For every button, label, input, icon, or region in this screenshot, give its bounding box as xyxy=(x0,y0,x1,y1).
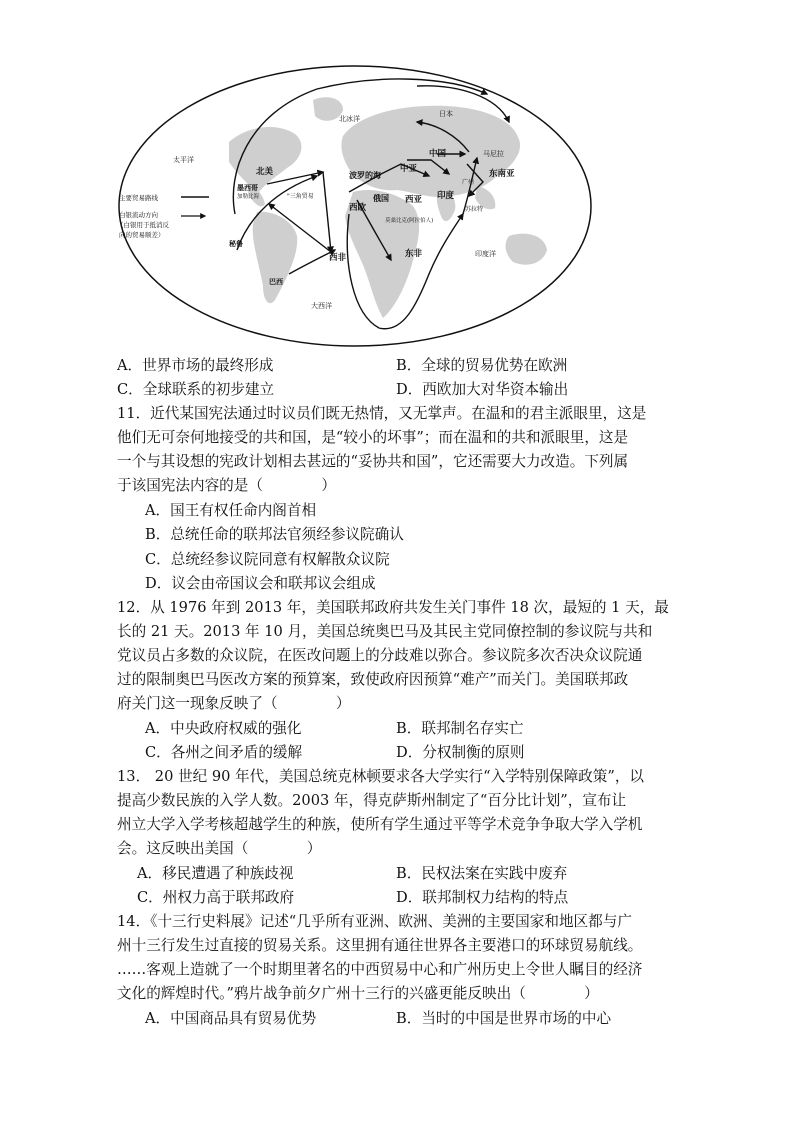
label-west-asia: 西亚 xyxy=(405,195,423,205)
label-atlantic: 大西洋 xyxy=(311,302,332,310)
label-manila: 马尼拉 xyxy=(483,150,504,158)
q12-stem-line-3: 党议员占多数的众议院，在医改问题上的分歧难以弥合。参议院多次否决众议院通 xyxy=(117,647,643,664)
q10-option-d[interactable]: D．西欧加大对华资本输出 xyxy=(396,381,569,398)
label-pacific-left: 太平洋 xyxy=(173,156,194,164)
q13-stem-line-2: 提高少数民族的入学人数。2003 年，得克萨斯州制定了“百分比计划”，宣布让 xyxy=(117,792,627,809)
q11-option-d[interactable]: D．议会由帝国议会和联邦议会组成 xyxy=(145,575,376,592)
label-arctic: 北冰洋 xyxy=(339,115,360,123)
q13-option-d[interactable]: D．联邦制权力结构的特点 xyxy=(396,889,569,906)
q12-stem-line-1: 12．从 1976 年到 2013 年，美国联邦政府共发生关门事件 18 次，最短的 1 天，最 xyxy=(117,599,669,616)
q11-option-b[interactable]: B．总统任命的联邦法官须经参议院确认 xyxy=(145,526,404,543)
q11-stem-line-3: 一个与其设想的宪政计划相去甚远的“妥协共和国”，它还需要大力改造。下列属 xyxy=(117,453,629,470)
label-surat: 苏拉特 xyxy=(465,206,484,213)
label-southeast-asia: 东南亚 xyxy=(489,169,515,179)
label-guangzhou: 广州 xyxy=(462,179,475,186)
q14-stem-line-2: 州十三行发生过直接的贸易关系。这里拥有通往世界各主要港口的环球贸易航线。 xyxy=(117,937,643,954)
legend-route-label: 主要贸易路线 xyxy=(119,194,158,202)
q10-option-a[interactable]: A．世界市场的最终形成 xyxy=(117,357,274,374)
q13-stem-line-3: 州立大学入学考核超越学生的种族，使所有学生通过平等学术竞争争取大学入学机 xyxy=(117,816,643,833)
label-baltic: 波罗的海 xyxy=(349,171,381,180)
label-japan: 日本 xyxy=(439,110,453,118)
q13-option-a[interactable]: A．移民遭遇了种族歧视 xyxy=(137,865,294,882)
q13-option-b[interactable]: B．民权法案在实践中废弃 xyxy=(396,865,568,882)
label-western-europe: 西欧 xyxy=(349,203,367,213)
label-china: 中国 xyxy=(429,149,447,159)
label-western-africa: 西非 xyxy=(329,253,347,263)
label-triangle-trade: "三角贸易 xyxy=(287,193,314,200)
label-central-asia: 中亚 xyxy=(400,164,418,174)
label-india: 印度 xyxy=(437,191,455,201)
q11-stem-line-4: 于该国宪法内容的是（ ） xyxy=(117,477,336,494)
label-mexico: 墨西哥 xyxy=(237,184,258,192)
legend-silver-label-3: 向的贸易顺差） xyxy=(119,231,165,239)
q14-stem-line-3: ……客观上造就了一个时期里著名的中西贸易中心和广州历史上令世人瞩目的经济 xyxy=(117,961,643,978)
q13-stem-line-1: 13． 20 世纪 90 年代，美国总统克林顿要求各大学实行“入学特别保障政策”，以 xyxy=(117,768,645,785)
q10-option-b[interactable]: B．全球的贸易优势在欧洲 xyxy=(396,357,568,374)
label-brazil: 巴西 xyxy=(269,278,283,286)
legend-silver-label-1: 白银流动方向 xyxy=(119,211,158,219)
q14-option-a[interactable]: A．中国商品具有贸易优势 xyxy=(145,1010,317,1027)
q13-option-c[interactable]: C．州权力高于联邦政府 xyxy=(137,889,295,906)
q11-option-a[interactable]: A．国王有权任命内阁首相 xyxy=(145,502,317,519)
label-indian-ocean: 印度洋 xyxy=(475,250,496,258)
q13-stem-line-4: 会。这反映出美国（ ） xyxy=(117,840,322,857)
q12-option-b[interactable]: B．联邦制名存实亡 xyxy=(396,720,524,737)
q12-option-a[interactable]: A．中央政府权威的强化 xyxy=(145,720,302,737)
label-north-america: 北美 xyxy=(256,167,274,177)
q10-option-c[interactable]: C．全球联系的初步建立 xyxy=(117,381,275,398)
q11-option-c[interactable]: C．总统经参议院同意有权解散众议院 xyxy=(145,551,390,568)
q12-option-d[interactable]: D．分权制衡的原则 xyxy=(396,744,525,761)
q14-stem-line-4: 文化的辉煌时代。”鸦片战争前夕广州十三行的兴盛更能反映出（ ） xyxy=(117,985,599,1002)
q11-stem-line-2: 他们无可奈何地接受的共和国，是“较小的坏事”；而在温和的共和派眼里，这是 xyxy=(117,429,629,446)
label-mozambique: 莫桑比克(阿拉伯人) xyxy=(385,218,434,224)
q12-option-c[interactable]: C．各州之间矛盾的缓解 xyxy=(145,744,303,761)
label-east-africa: 东非 xyxy=(405,249,423,259)
q12-stem-line-5: 府关门这一现象反映了（ ） xyxy=(117,695,351,712)
q14-stem-line-1: 14．《十三行史料展》记述“几乎所有亚洲、欧洲、美洲的主要国家和地区都与广 xyxy=(117,913,632,930)
label-russia: 俄国 xyxy=(373,194,389,203)
q14-option-b[interactable]: B．当时的中国是世界市场的中心 xyxy=(396,1010,612,1027)
legend-silver-label-2: （白银用于抵消反 xyxy=(117,221,169,229)
q12-stem-line-2: 长的 21 天。2013 年 10 月，美国总统奥巴马及其民主党同僚控制的参议院与共和 xyxy=(117,623,653,640)
world-trade-map xyxy=(117,64,593,349)
q11-stem-line-1: 11．近代某国宪法通过时议员们既无热情，又无掌声。在温和的君主派眼里，这是 xyxy=(117,405,647,422)
label-peru: 秘鲁 xyxy=(229,240,243,248)
q12-stem-line-4: 过的限制奥巴马医改方案的预算案，致使政府因预算“难产”而关门。美国联邦政 xyxy=(117,671,629,688)
label-caribbean: 加勒比海 xyxy=(237,194,260,200)
